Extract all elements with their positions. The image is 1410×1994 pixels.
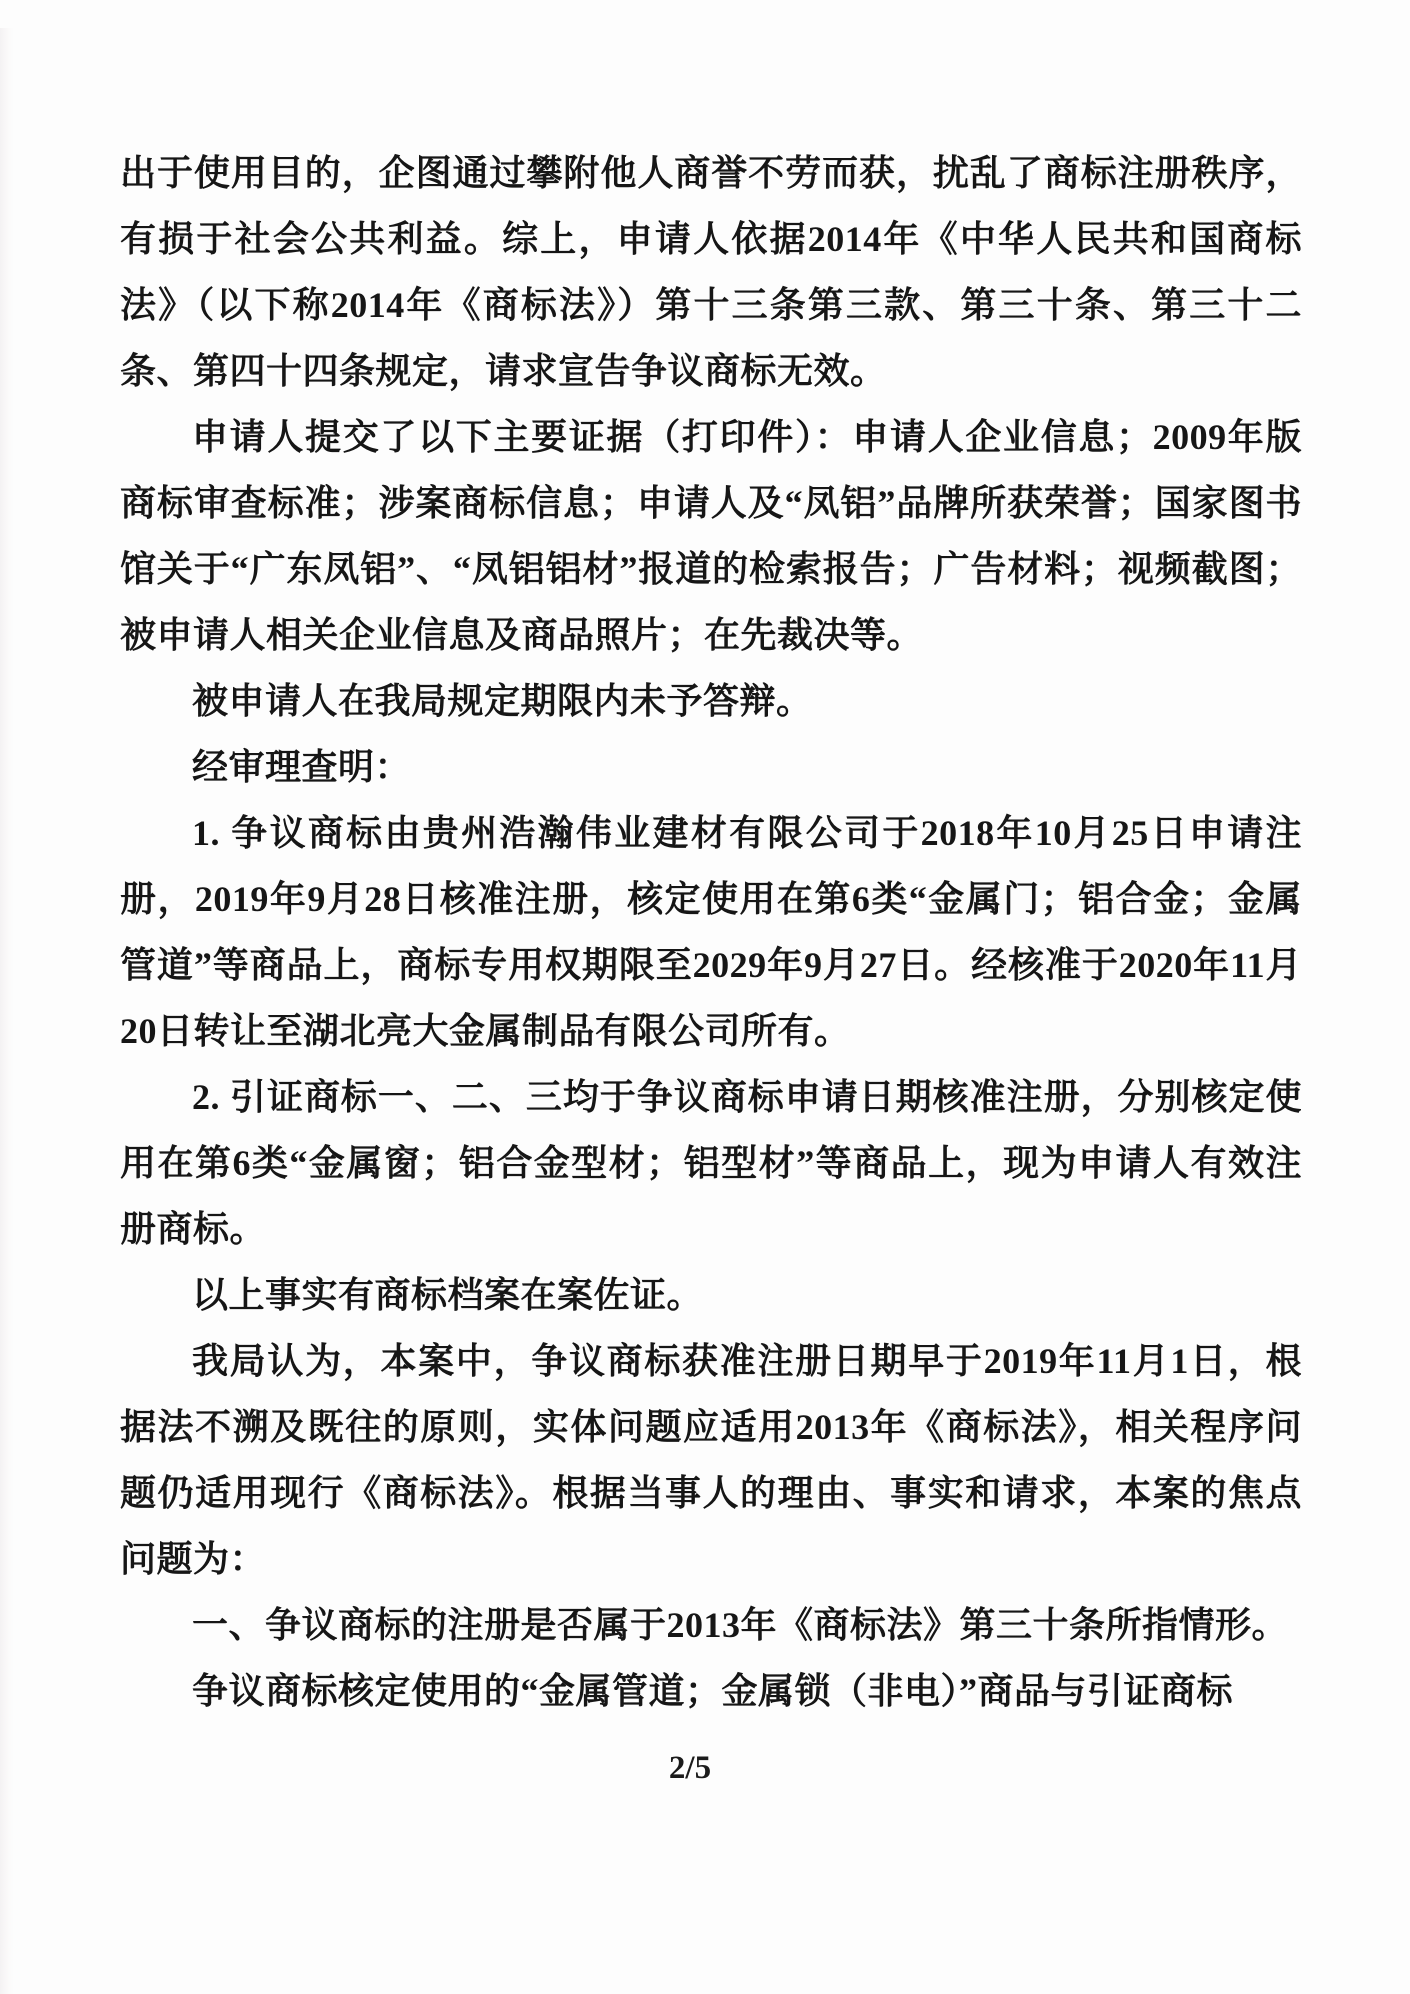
page-number: 2/5 <box>668 1750 712 1786</box>
paragraph-no-reply: 被申请人在我局规定期限内未予答辩。 <box>192 681 813 721</box>
paragraph-findings-heading: 经审理查明： <box>192 747 412 787</box>
paragraph-goods-comparison: 争议商标核定使用的“金属管道；金属锁（非电）”商品与引证商标 <box>192 1671 1234 1711</box>
paragraph-finding-1: 1. 争议商标由贵州浩瀚伟业建材有限公司于2018年10月25日申请注册，2019年9月28日核准注册，核定使用在第6类“金属门；铝合金；金属管道”等商品上，商标专用权期限至2029年9月27日。经核准于2020年11月20日转让至湖北亮大金属制品有限公司所有。 <box>120 813 1302 1051</box>
paragraph-finding-2: 2. 引证商标一、二、三均于争议商标申请日期核准注册，分别核定使用在第6类“金属窗；铝合金型材；铝型材”等商品上，现为申请人有效注册商标。 <box>120 1077 1302 1249</box>
scan-edge-artifact <box>0 28 14 1994</box>
paragraph-issue-one: 一、争议商标的注册是否属于2013年《商标法》第三十条所指情形。 <box>192 1605 1289 1645</box>
paragraph-opinion: 我局认为，本案中，争议商标获准注册日期早于2019年11月1日，根据法不溯及既往的原则，实体问题应适用2013年《商标法》，相关程序问题仍适用现行《商标法》。根据当事人的理由、事实和请求，本案的焦点问题为： <box>120 1341 1302 1579</box>
paragraph-facts-evidence: 以上事实有商标档案在案佐证。 <box>192 1275 704 1315</box>
paragraph-continuation: 出于使用目的，企图通过攀附他人商誉不劳而获，扰乱了商标注册秩序，有损于社会公共利益。综上，申请人依据2014年《中华人民共和国商标法》（以下称2014年《商标法》）第十三条第三款、第三十条、第三十二条、第四十四条规定，请求宣告争议商标无效。 <box>120 153 1302 391</box>
paragraph-evidence-list: 申请人提交了以下主要证据（打印件）：申请人企业信息；2009年版商标审查标准；涉案商标信息；申请人及“凤铝”品牌所获荣誉；国家图书馆关于“广东凤铝”、“凤铝铝材”报道的检索报告；广告材料；视频截图；被申请人相关企业信息及商品照片；在先裁决等。 <box>120 417 1302 655</box>
document-body <box>120 140 1302 1724</box>
